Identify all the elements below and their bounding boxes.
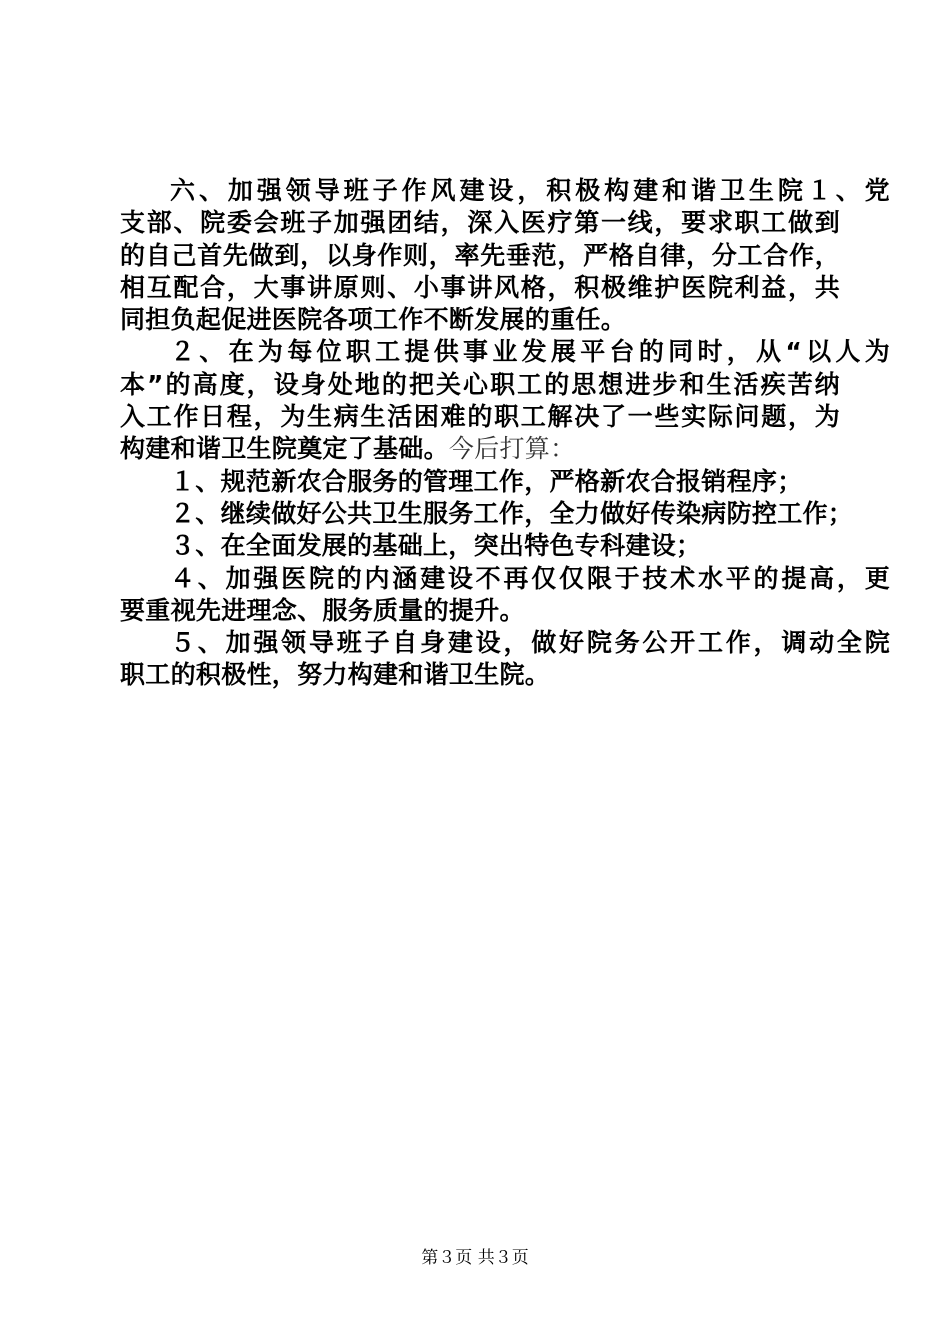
page-footer (0, 1243, 950, 1268)
plan-item-3: ３、在全面发展的基础上，突出特色专科建设； (170, 531, 702, 561)
page-number: 第３页 共３页 (421, 1248, 529, 1268)
paragraph-2-line-3: 入工作日程，为生病生活困难的职工解决了一些实际问题，为 (120, 402, 840, 432)
paragraph-2-line-4 (120, 433, 840, 465)
plan-item-2: ２、继续做好公共卫生服务工作，全力做好传染病防控工作； (170, 498, 854, 528)
paragraph-2-line-1: ２、在为每位职工提供事业发展平台的同时，从“以人为 (170, 337, 890, 367)
plan-item-5-line-2: 职工的积极性，努力构建和谐卫生院。 (120, 660, 551, 690)
plans-heading: 今后打算： (448, 434, 576, 464)
plan-item-4-line-1: ４、加强医院的内涵建设不再仅仅限于技术水平的提高，更 (170, 563, 890, 593)
paragraph-2-line-4-main: 构建和谐卫生院奠定了基础。 (120, 434, 449, 464)
paragraph-1-line-2: 支部、院委会班子加强团结，深入医疗第一线，要求职工做到 (120, 208, 840, 238)
paragraph-2-line-2: 本”的高度，设身处地的把关心职工的思想进步和生活疾苦纳 (120, 369, 840, 399)
plan-item-4-line-2: 要重视先进理念、服务质量的提升。 (120, 595, 525, 625)
paragraph-1-line-4: 相互配合，大事讲原则、小事讲风格，积极维护医院利益，共 (120, 272, 840, 302)
paragraph-1-line-3: 的自己首先做到，以身作则，率先垂范，严格自律，分工合作， (120, 240, 840, 270)
plan-item-5-line-1: ５、加强领导班子自身建设，做好院务公开工作，调动全院 (170, 628, 890, 658)
plan-item-1: １、规范新农合服务的管理工作，严格新农合报销程序； (170, 466, 803, 496)
document-body (120, 175, 890, 692)
paragraph-1-line-5: 同担负起促进医院各项工作不断发展的重任。 (120, 305, 627, 335)
paragraph-1-line-1: 六、加强领导班子作风建设，积极构建和谐卫生院１、党 (170, 176, 890, 205)
